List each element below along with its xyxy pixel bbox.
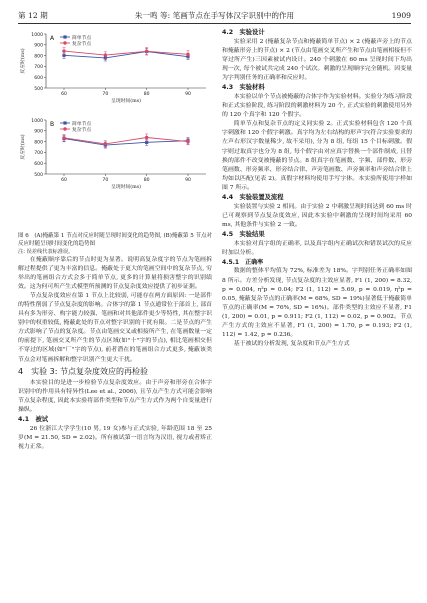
legend-label: 简单节点: [72, 35, 92, 41]
subsection-4-5-text: 本实验对真字组的正确率, 以及真字组内正确试次和错误试次的反应时加以分析。: [222, 240, 412, 256]
body-paragraph: 在掩蔽顺序靠后的节点时更为显著。说明高复杂度字的节点为笔画拆解过程提供了更为丰富的信息。掩蔽处于更大的笔画空间中的复杂节点, 穷举出的笔画组合方式会多于简单节点, 更多的计算量将损害整字的识别绩效。这为何可所产生式模型所预测的节点复杂度效应提供了初步证据。: [18, 257, 212, 291]
subsection-4-3-text: 本实验以单个节点被掩蔽的合体字作为实验材料。实验分为练习阶段和正式实验阶段, 练习阶段的刺激材料为 20 个, 正式实验的刺激使用另外的 120 个真字和 120 个假字。: [222, 94, 412, 119]
x-tick-label: 80: [143, 92, 150, 97]
subsection-4-5-title: 4.5 实验结果: [222, 230, 265, 238]
data-point: [62, 136, 65, 139]
data-point: [104, 142, 107, 145]
y-tick-label: 500: [34, 172, 43, 178]
body-paragraph: 节点复杂度效应在第 1 节点上比较弱, 可能存在两方面原因: 一是部件的特性削弱了节点复杂度的影响。合体字的第 1 节点通常位于部首上, 部首具有多为形旁、构字能力较强、笔画和对其他部件更少等特性, 其在整字识别中的权重较低, 掩蔽此处的节点对整字识别的干扰有限。二是节点的产生方式影响了节点的复杂度。节点由笔画交叉或相接所产生, 在笔画数量一定的前提下, 笔画交叉所产生的节点区域(如"十"字的节点), 相比笔画相交但不穿过的区域(如"厂"字的节点), 前者潜在的笔画组合方式更多, 掩蔽该类节点会对笔画拆解和整字识别产生更大干扰。: [18, 293, 212, 363]
panel-label: B: [50, 121, 55, 128]
header-title: 朱一鸣 等: 笔画节点在手写体汉字识别中的作用: [134, 11, 295, 20]
legend-marker: [63, 127, 66, 130]
y-axis-title: 反应时(ms): [21, 134, 26, 160]
x-tick-label: 90: [185, 178, 191, 183]
right-column: [222, 28, 412, 349]
x-tick-label: 70: [102, 92, 109, 97]
y-tick-label: 1000: [31, 118, 43, 124]
data-point: [145, 50, 148, 53]
data-point: [104, 53, 107, 56]
y-tick-label: 600: [34, 162, 43, 167]
page-number: 1909: [391, 11, 411, 20]
y-axis-title: 反应时(ms): [21, 48, 26, 74]
x-tick-label: 70: [102, 178, 109, 183]
x-axis-title: 呈现时间(ms): [111, 185, 141, 190]
y-tick-label: 900: [34, 43, 43, 49]
section-4-title: 4 实验 3: 节点复杂度效应的再检验: [18, 366, 148, 376]
subsection-4-3-title: 4.3 实验材料: [222, 84, 265, 92]
subsection-4-1-text: 26 位浙江大学学生(10 男, 19 女)参与正式实验, 年龄范围 18 至 25 岁(M = 21.50, SD = 2.02)。所有被试第一语言均为汉语, 视力或者矫正视力正常。: [18, 425, 212, 450]
subsection-4-2-text: 实验采用 2 (掩蔽复杂节点和掩蔽简单节点) × 2 (掩蔽声旁上的节点和掩蔽形旁上的节点) × 2 (节点由笔画交叉所产生和节点由笔画相接但不穿过所产生)三因素被试内设计。240 个刺激在 60 ms 呈现时间下均出现一次, 每个被试共完成 240 个试次。刺激的呈现顺序完全随机。因变量为字判别任务的正确率和反应时。: [222, 39, 412, 82]
section-4-intro: 本实验目的是进一步检验节点复杂度效应。由于声旁和形旁在合体字识别中的作用具有特异性(Lee et al., 2006), 且节点产生方式可能会影响节点复杂程度, 因此本实验将部件类型和节点产生方式作为两个自变量进行操纵。: [18, 379, 212, 413]
x-tick-label: 60: [61, 178, 67, 183]
figure-caption: 图 6 (A)掩蔽第 1 节点对反应时随呈现时间变化的趋势图, (B)掩蔽第 5 节点对反应时随呈现时间变化的趋势图: [18, 233, 212, 247]
legend-marker: [63, 35, 66, 38]
y-tick-label: 800: [34, 54, 43, 60]
series-line: [64, 137, 188, 143]
legend-label: 复杂节点: [72, 41, 92, 47]
y-tick-label: 900: [34, 129, 43, 135]
data-point: [62, 49, 65, 52]
data-point: [186, 53, 189, 56]
legend-marker: [63, 121, 66, 124]
figure-6-chart: [18, 28, 212, 200]
header-divider: [18, 23, 411, 24]
legend-marker: [63, 41, 66, 44]
figure-note: 注: 误差线代表标准误。: [18, 249, 74, 255]
x-tick-label: 80: [143, 178, 150, 183]
panel-label: A: [50, 35, 55, 42]
subsection-4-4-title: 4.4 实验装置及流程: [222, 193, 284, 201]
issue-label: 第 12 期: [18, 11, 48, 20]
y-tick-label: 1000: [31, 32, 43, 38]
left-column: [18, 28, 212, 452]
x-tick-label: 60: [61, 92, 67, 97]
data-point: [186, 140, 189, 143]
subsection-4-5-1-title: 4.5.1 正确率: [222, 258, 264, 266]
x-axis-title: 呈现时间(ms): [111, 99, 141, 104]
running-header: [18, 10, 411, 22]
y-tick-label: 500: [34, 86, 43, 92]
subsection-4-2-title: 4.2 实验设计: [222, 29, 265, 36]
legend-label: 简单节点: [72, 121, 92, 127]
subsection-4-5-1-text: 基于被试的分析发现, 复杂度和节点产生方式: [233, 340, 350, 347]
subsection-4-5-1-text: 数据的整体平均值为 72%, 标准差为 18%。字判别任务正确率如图 8 所示。方差分析发现, 节点复杂度的主效应显著, F1 (1, 200) = 8.32, p = 0.004, η²p = 0.04; F2 (1, 112) = 5.69, p = 0.019, η²p = 0.05, 掩蔽复杂节点的正确率(M = 68%, SD = 19%)显著低于掩蔽简单节点的正确率(M = 76%, SD = 16%)。部件类型的主效应不显著, F1 (1, 200) = 0.01, p = 0.911; F2 (1, 112) = 0.02, p = 0.902。节点产生方式的主效应不显著, F1 (1, 200) = 1.70, p = 0.193; F2 (1, 112) = 1.42, p = 0.236。: [222, 268, 412, 338]
data-point: [145, 136, 148, 139]
legend-label: 复杂节点: [72, 127, 92, 133]
y-tick-label: 800: [34, 140, 43, 146]
y-tick-label: 700: [34, 65, 43, 71]
subsection-4-3-text: 简单节点和复杂节点的定义同实验 2。正式实验材料包含 120 个真字刺激和 120 个假字刺激。真字均为左右结构的形声字(符合实验要求的左声右形汉字数量稀少, 故不采用), 分为 8 组, 每组 15 个目标刺激。假字则过取真字也分为 8 组, 每个假字由对应真字替换一个部件制成, 且替换的部件不改变被掩蔽的节点。8 组真字在笔画数、字频、部件数、形旁笔画数、形旁频率、形旁结合律、声旁笔画数、声旁频率和声旁结合律上均如以匹配(见表 2)。真假字材料均使用手写字体。本实验所使用字样如图 7 所示。: [222, 121, 412, 191]
figure-6: [18, 28, 212, 232]
subsection-4-4-text: 实验装置与实验 2 相同。由于实验 2 中刺激呈现时间达到 60 ms 时已可观察到节点复杂度效应, 因此本实验中刺激的呈现时间均采用 60 ms, 其他条件与实验 2 一致。: [222, 203, 412, 228]
y-tick-label: 700: [34, 151, 43, 157]
subsection-4-1-title: 4.1 被试: [18, 415, 49, 423]
y-tick-label: 600: [34, 76, 43, 81]
x-tick-label: 90: [185, 92, 191, 97]
